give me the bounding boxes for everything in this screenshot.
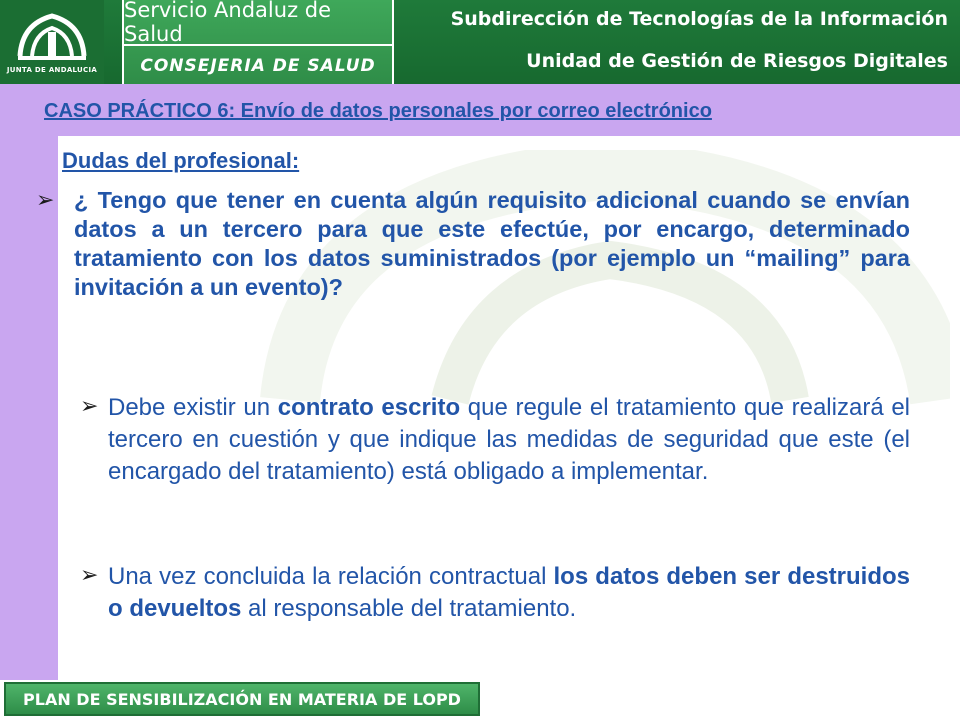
footer-label: PLAN DE SENSIBILIZACIÓN EN MATERIA DE LOPD — [4, 682, 480, 716]
answer-destruction-pre: Una vez concluida la relación contractual — [108, 563, 554, 590]
answer-contract-pre: Debe existir un — [108, 394, 278, 421]
arrow-right-icon: ➢ — [36, 188, 55, 213]
unit-block — [392, 0, 960, 84]
answer-contract-bold: contrato escrito — [277, 394, 461, 421]
subdirection-name: Subdirección de Tecnologías de la Información — [450, 8, 948, 30]
slide-subtitle: Dudas del profesional: — [62, 148, 300, 173]
header-bar — [0, 0, 960, 87]
arrow-right-icon: ➢ — [80, 394, 99, 419]
left-accent-band — [0, 84, 58, 680]
junta-andalucia-logo-icon — [10, 6, 94, 66]
unit-name: Unidad de Gestión de Riesgos Digitales — [526, 50, 948, 72]
logo — [0, 0, 104, 84]
department-name: CONSEJERIA DE SALUD — [124, 44, 392, 86]
answer-destruction-bold: los datos deben ser destruidos o devueltos — [108, 563, 910, 622]
org-block — [122, 0, 394, 84]
answer-destruction-post: al responsable del tratamiento. — [241, 595, 577, 622]
question-text: ¿ Tengo que tener en cuenta algún requisito adicional cuando se envían datos a un tercero para que este efectúe, por encargo, determinado tratamiento con los datos suministrados (por ejemplo un “mailing” para invitación a un evento)? — [74, 187, 910, 300]
logo-caption: JUNTA DE ANDALUCIA — [6, 66, 98, 74]
arrow-right-icon: ➢ — [80, 563, 99, 588]
org-name: Servicio Andaluz de Salud — [124, 0, 332, 46]
answer-contract — [108, 392, 910, 488]
answer-data-destruction — [108, 561, 910, 625]
slide-title: CASO PRÁCTICO 6: Envío de datos personales por correo electrónico — [44, 100, 712, 122]
answer-contract-post: que regule el tratamiento que realizará el tercero en cuestión y que indique las medidas de seguridad que este (el encargado del tratamiento) está obligado a implementar. — [108, 394, 911, 485]
